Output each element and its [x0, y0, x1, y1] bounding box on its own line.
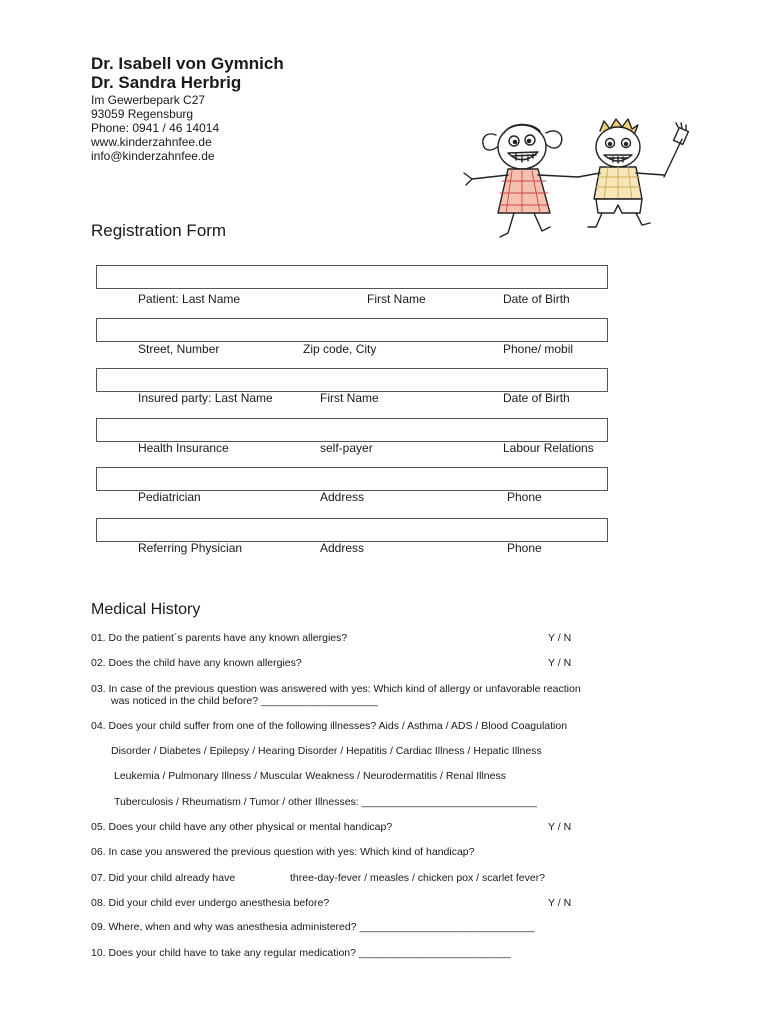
referring-physician-label: Referring Physician: [138, 541, 243, 555]
question-02: 02. Does the child have any known allergies?: [91, 657, 302, 669]
doctor-name-1: Dr. Isabell von Gymnich: [91, 54, 284, 73]
doctor-name-2: Dr. Sandra Herbrig: [91, 73, 242, 92]
question-08: 08. Did your child ever undergo anesthesia before?: [91, 897, 330, 909]
question-01-yn[interactable]: Y / N: [548, 632, 572, 644]
question-10: 10. Does your child have to take any regular medication? __________________________: [91, 947, 511, 959]
address-line-2: 93059 Regensburg: [91, 107, 194, 121]
question-07-options: three-day-fever / measles / chicken pox / scarlet fever?: [290, 872, 546, 884]
email-text: info@kinderzahnfee.de: [91, 149, 215, 163]
question-09: 09. Where, when and why was anesthesia administered? ______________________________: [91, 921, 535, 933]
insured-last-name-label: Insured party: Last Name: [138, 391, 273, 405]
pediatrician-address-label: Address: [320, 490, 365, 504]
question-05-yn[interactable]: Y / N: [548, 821, 572, 833]
referring-physician-field[interactable]: [96, 518, 608, 542]
medical-history-title: Medical History: [91, 601, 201, 618]
question-08-yn[interactable]: Y / N: [548, 897, 572, 909]
question-04-line-2: Disorder / Diabetes / Epilepsy / Hearing Disorder / Hepatitis / Cardiac Illness / Hepatic Illness: [111, 745, 542, 757]
address-line-1: Im Gewerbepark C27: [91, 93, 206, 107]
labour-relations-label: Labour Relations: [503, 441, 594, 455]
health-insurance-label: Health Insurance: [138, 441, 229, 455]
patient-first-name-label: First Name: [367, 292, 426, 306]
question-01: 01. Do the patient´s parents have any known allergies?: [91, 632, 348, 644]
insurance-field[interactable]: [96, 418, 608, 442]
street-label: Street, Number: [138, 342, 220, 356]
question-05: 05. Does your child have any other physical or mental handicap?: [91, 821, 393, 833]
patient-name-field[interactable]: [96, 265, 608, 289]
registration-form-title: Registration Form: [91, 221, 227, 240]
website-text: www.kinderzahnfee.de: [91, 135, 212, 149]
patient-last-name-label: Patient: Last Name: [138, 292, 241, 306]
question-04-line-4: Tuberculosis / Rheumatism / Tumor / other Illnesses: ______________________________: [114, 796, 537, 808]
question-07: 07. Did your child already have: [91, 872, 236, 884]
zip-city-label: Zip code, City: [303, 342, 377, 356]
question-03: 03. In case of the previous question was answered with yes: Which kind of allergy or unfavorable reaction: [91, 683, 581, 695]
referring-phone-label: Phone: [507, 541, 542, 555]
question-04: 04. Does your child suffer from one of the following illnesses? Aids / Asthma / ADS / Blood Coagulation: [91, 720, 568, 732]
phone-mobile-label: Phone/ mobil: [503, 342, 574, 356]
pediatrician-label: Pediatrician: [138, 490, 201, 504]
question-06: 06. In case you answered the previous question with yes: Which kind of handicap?: [91, 846, 475, 858]
pediatrician-phone-label: Phone: [507, 490, 542, 504]
self-payer-label: self-payer: [320, 441, 373, 455]
question-04-line-3: Leukemia / Pulmonary Illness / Muscular Weakness / Neurodermatitis / Renal Illness: [114, 770, 506, 782]
phone-text: Phone: 0941 / 46 14014: [91, 121, 220, 135]
question-03-cont: was noticed in the child before? ____________________: [111, 695, 378, 707]
insured-dob-label: Date of Birth: [503, 391, 570, 405]
insured-party-field[interactable]: [96, 368, 608, 392]
pediatrician-field[interactable]: [96, 467, 608, 491]
address-field[interactable]: [96, 318, 608, 342]
question-02-yn[interactable]: Y / N: [548, 657, 572, 669]
children-with-toothbrush-drawing-icon: [458, 115, 698, 240]
insured-first-name-label: First Name: [320, 391, 379, 405]
patient-dob-label: Date of Birth: [503, 292, 570, 306]
referring-address-label: Address: [320, 541, 365, 555]
